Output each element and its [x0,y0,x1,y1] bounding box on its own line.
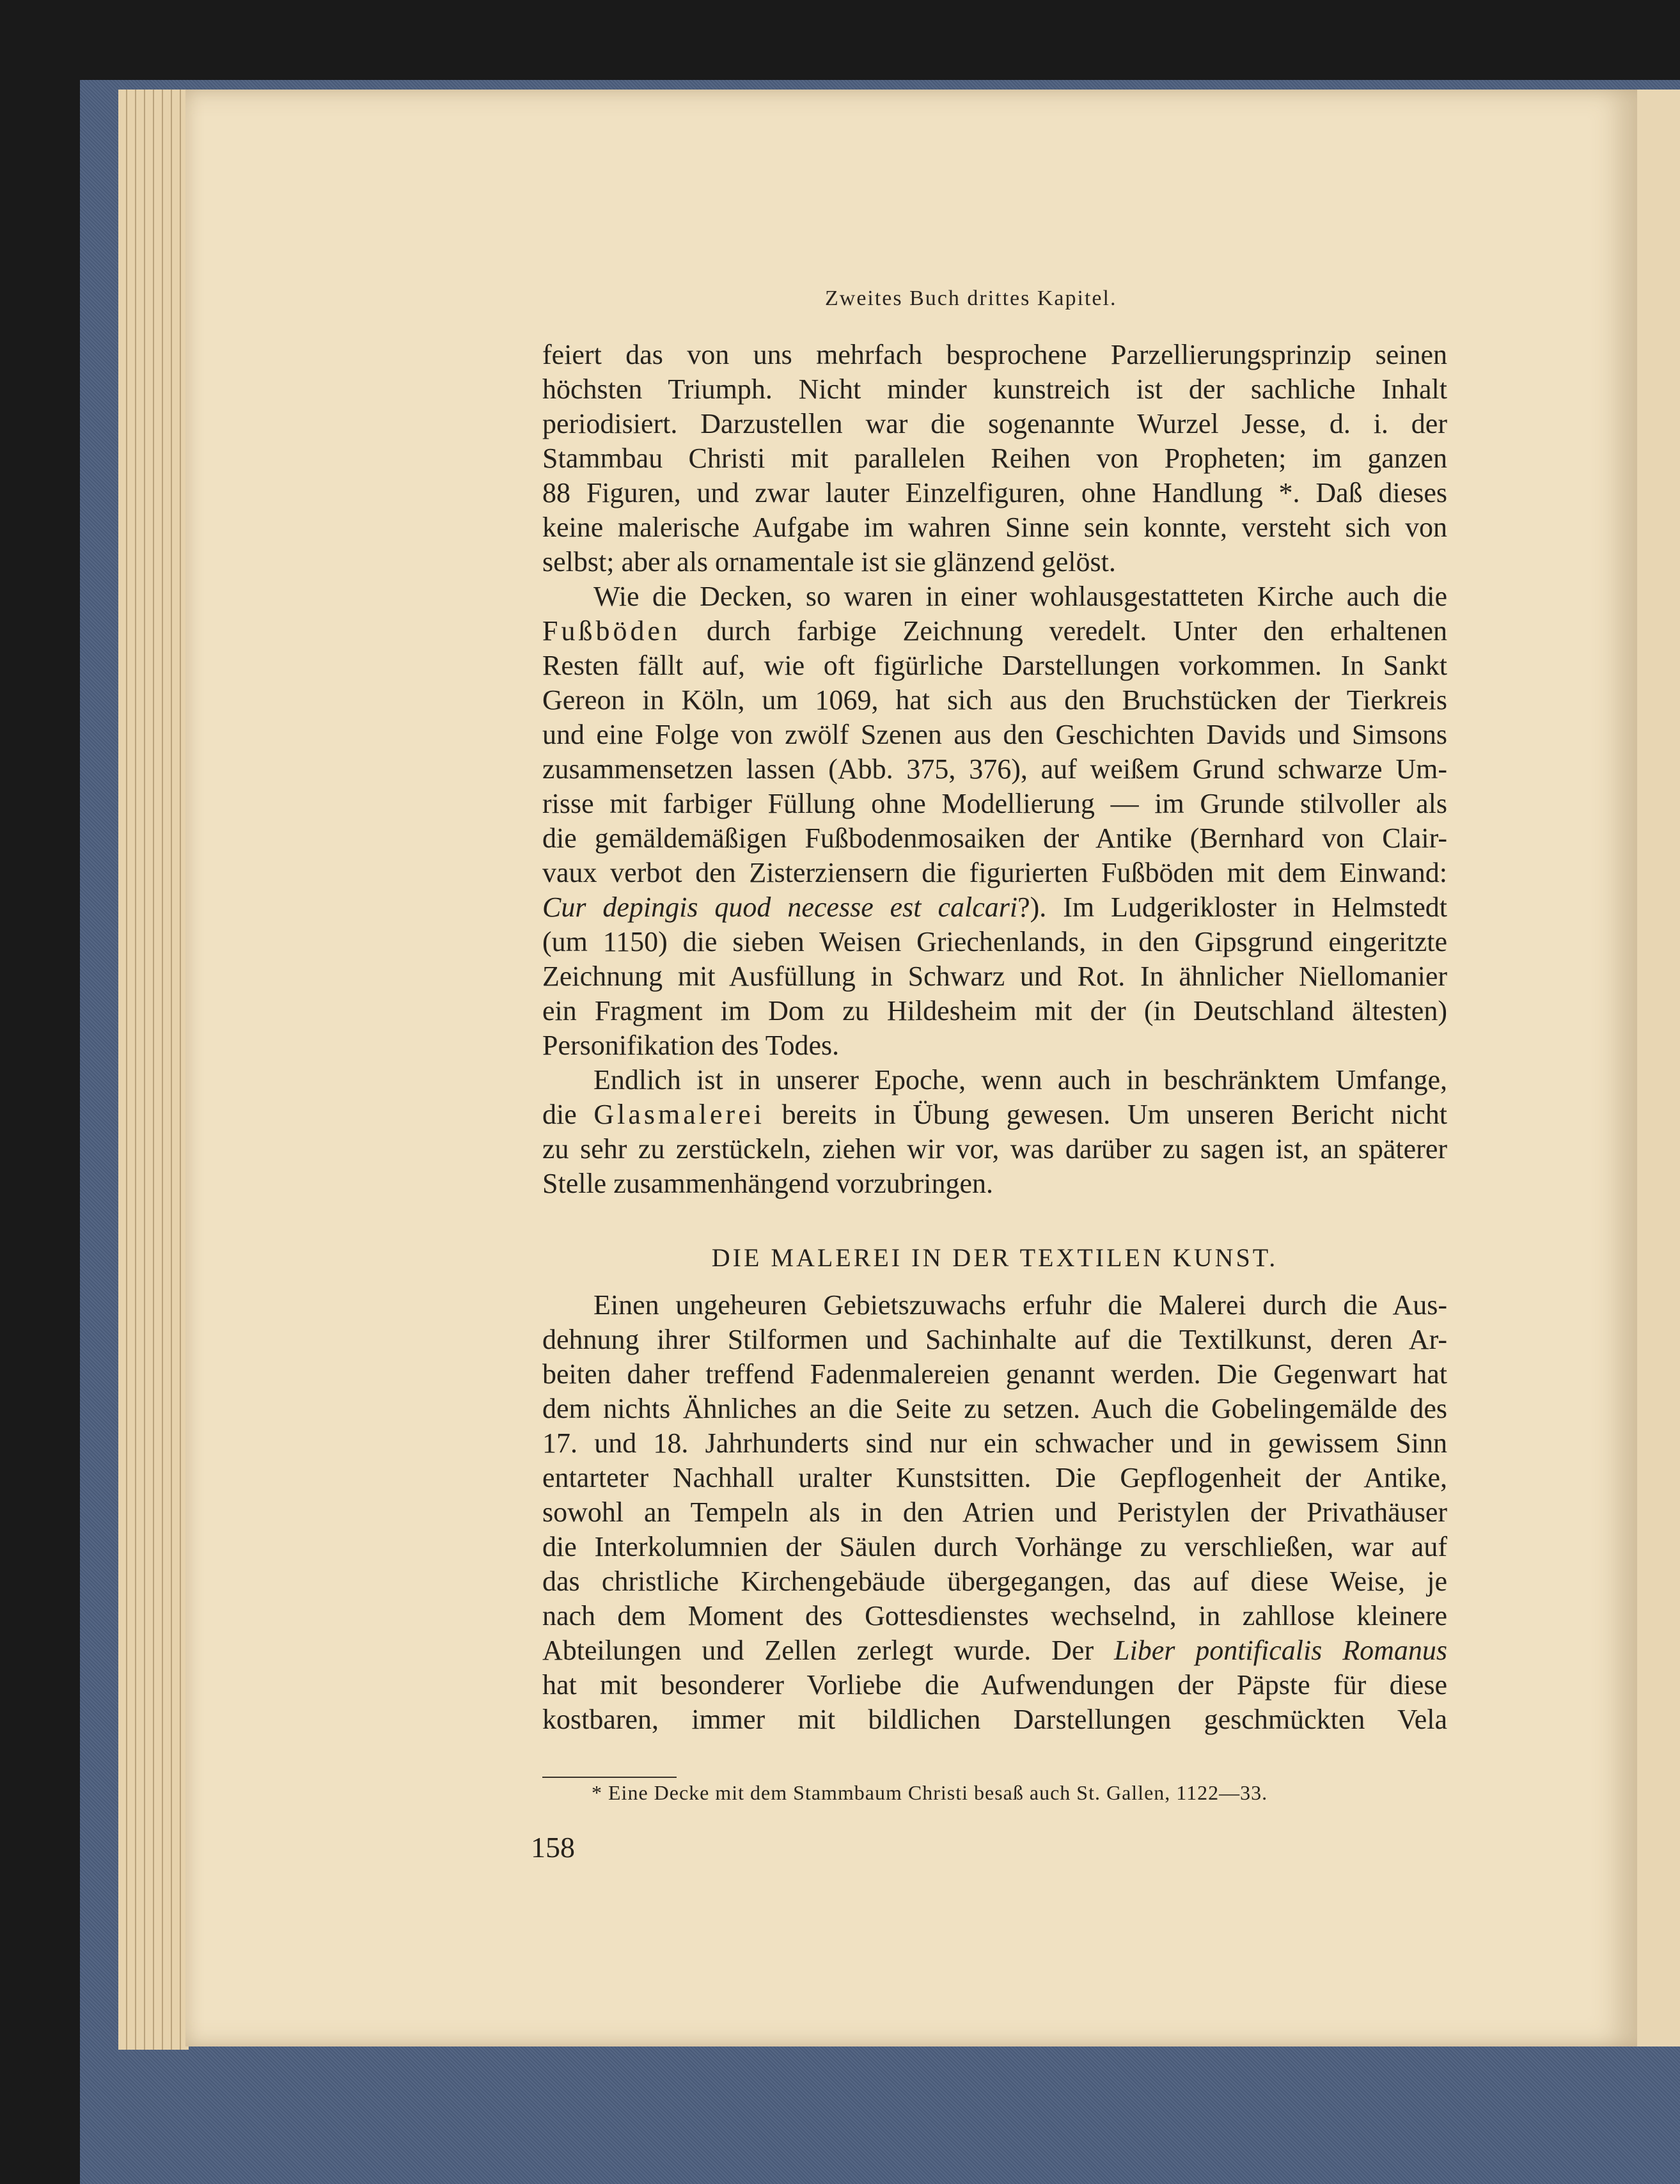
text-line: Resten fällt auf, wie oft figürliche Darstellungen vorkommen. In Sankt [542,650,1447,681]
text-line: nach dem Moment des Gottesdienstes wechselnd, in zahllose kleinere [542,1600,1447,1631]
text-line: kostbaren, immer mit bildlichen Darstellungen geschmückten Vela [542,1704,1447,1735]
text-line: Stelle zusammenhängend vorzubringen. [542,1168,994,1199]
text-line: feiert das von uns mehrfach besprochene Parzellierungsprinzip seinen [542,339,1447,370]
text-line: ein Fragment im Dom zu Hildesheim mit der (in Deutschland ältesten) [542,995,1447,1026]
text-fragment: ?). Im Ludgerikloster in Helmstedt [1017,892,1447,923]
text-line: sowohl an Tempeln als in den Atrien und Peristylen der Privathäuser [542,1497,1447,1528]
text-fragment: durch farbige Zeichnung veredelt. Unter den erhaltenen [706,615,1447,647]
text-fragment: Abteilungen und Zellen zerlegt wurde. Der [542,1635,1094,1666]
text-line: risse mit farbiger Füllung ohne Modellierung — im Grunde stilvoller als [542,788,1447,819]
page-edges [118,90,189,2050]
text-line: (um 1150) die sieben Weisen Griechenlands, in den Gipsgrund eingeritzte [542,926,1447,957]
text-line: Personifikation des Todes. [542,1030,840,1061]
text-line [542,1633,1447,1668]
text-line: entarteter Nachhall uralter Kunstsitten. Die Gepflogenheit der Antike, [542,1462,1447,1493]
main-text [542,338,1447,1737]
text-line [542,614,1447,648]
text-line: Endlich ist in unserer Epoche, wenn auch in beschränktem Umfange, [593,1064,1447,1096]
text-line: zu sehr zu zerstückeln, ziehen wir vor, was darüber zu sagen ist, an späterer [542,1133,1447,1165]
text-line: Gereon in Köln, um 1069, hat sich aus den Bruchstücken der Tierkreis [542,684,1447,716]
text-line: dem nichts Ähnliches an die Seite zu setzen. Auch die Gobelingemälde des [542,1393,1447,1424]
text-fragment: die [542,1099,577,1130]
text-line: vaux verbot den Zisterziensern die figurierten Fußböden mit dem Einwand: [542,857,1447,888]
text-line: beiten daher treffend Fadenmalereien genannt werden. Die Gegenwart hat [542,1358,1447,1390]
text-line: höchsten Triumph. Nicht minder kunstreich ist der sachliche Inhalt [542,373,1447,405]
text-line: Wie die Decken, so waren in einer wohlausgestatteten Kirche auch die [593,581,1447,612]
latin-quote: Cur depingis quod necesse est calcari [542,892,1018,923]
section-heading: DIE MALEREI IN DER TEXTILEN KUNST. [711,1243,1278,1272]
text-line: hat mit besonderer Vorliebe die Aufwendungen der Päpste für diese [542,1669,1447,1701]
footnote-rule [542,1777,677,1778]
text-line: 88 Figuren, und zwar lauter Einzelfiguren, ohne Handlung *. Daß dieses [542,477,1447,508]
text-line: die gemäldemäßigen Fußbodenmosaiken der Antike (Bernhard von Clair- [542,822,1447,854]
text-line: Einen ungeheuren Gebietszuwachs erfuhr die Malerei durch die Aus- [593,1289,1447,1321]
text-line [542,1097,1447,1132]
text-line: Stammbau Christi mit parallelen Reihen von Propheten; im ganzen [542,443,1447,474]
emphasized-word: Glasmalerei [593,1099,765,1130]
adjacent-page-edge [1637,90,1680,2047]
text-line: die Interkolumnien der Säulen durch Vorhänge zu verschließen, war auf [542,1531,1447,1562]
text-line: und eine Folge von zwölf Szenen aus den Geschichten Davids und Simsons [542,719,1447,750]
italic-title: Liber pontificalis Romanus [1114,1635,1447,1666]
text-fragment: bereits in Übung gewesen. Um unseren Bericht nicht [781,1099,1448,1130]
text-line [542,890,1447,925]
page-number: 158 [531,1831,575,1864]
emphasized-word: Fußböden [542,615,680,647]
text-line: Zeichnung mit Ausfüllung in Schwarz und Rot. In ähnlicher Niellomanier [542,961,1447,992]
text-line: das christliche Kirchengebäude übergegangen, das auf diese Weise, je [542,1566,1447,1597]
text-line: periodisiert. Darzustellen war die sogenannte Wurzel Jesse, d. i. der [542,408,1447,439]
text-line: selbst; aber als ornamentale ist sie glänzend gelöst. [542,546,1116,577]
footnote: * Eine Decke mit dem Stammbaum Christi besaß auch St. Gallen, 1122—33. [592,1781,1268,1804]
text-line: 17. und 18. Jahrhunderts sind nur ein schwacher und in gewissem Sinn [542,1427,1447,1459]
text-line: zusammensetzen lassen (Abb. 375, 376), auf weißem Grund schwarze Um- [542,753,1447,785]
running-head: Zweites Buch drittes Kapitel. [825,287,1117,310]
text-line: keine malerische Aufgabe im wahren Sinne sein konnte, versteht sich von [542,512,1447,543]
text-line: dehnung ihrer Stilformen und Sachinhalte auf die Textilkunst, deren Ar- [542,1324,1447,1355]
